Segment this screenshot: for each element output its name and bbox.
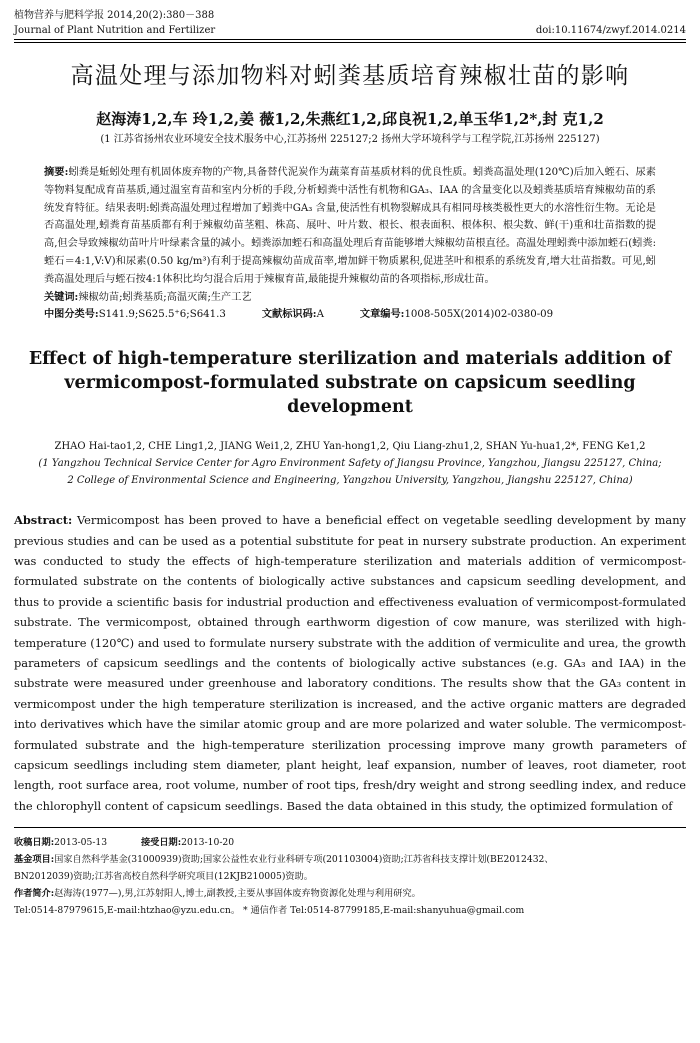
received-date: 2013-05-13	[54, 837, 108, 849]
title-zh: 高温处理与添加物料对蚓粪基质培育辣椒壮苗的影响	[70, 63, 630, 89]
footnote-rule	[14, 827, 686, 828]
author-text-1: 赵海涛(1977—),男,江苏射阳人,博士,副教授,主要从事固体废弃物资源化处理与利用研究。	[54, 888, 421, 900]
keywords-zh-text: 辣椒幼苗;蚓粪基质;高温灭菌;生产工艺	[78, 291, 252, 303]
received-label: 收稿日期:	[14, 837, 55, 849]
article-number-label: 文章编号:	[359, 308, 405, 321]
accepted-date: 2013-10-20	[181, 837, 235, 849]
keywords-zh-label: 关键词:	[44, 290, 79, 303]
abstract-en-label: Abstract:	[14, 513, 73, 528]
affiliation-zh: (1 江苏省扬州农业环境安全技术服务中心,江苏扬州 225127;2 扬州大学环境科学与工程学院,江苏扬州 225127)	[100, 134, 600, 145]
accepted-label: 接受日期:	[140, 837, 182, 849]
footnote-fund	[14, 851, 686, 868]
article-page	[14, 8, 686, 919]
running-header	[14, 8, 686, 38]
fund-label: 基金项目:	[14, 854, 55, 866]
keywords-zh	[44, 289, 656, 307]
doc-code-label: 文献标识码:	[261, 308, 317, 321]
affiliation-en-2: 2 College of Environmental Science and Engineering, Yangzhou University, Yangzhou, Jiangshu 225127, China)	[67, 475, 633, 487]
author-label: 作者简介:	[14, 888, 55, 900]
authors-zh: 赵海涛1,2,车 玲1,2,姜 薇1,2,朱燕红1,2,邱良祝1,2,单玉华1,2*,封 克1,2	[96, 110, 604, 128]
abstract-en	[14, 510, 686, 816]
fund-text-2: BN2012039)资助;江苏省高校自然科学研究项目(12KJB210005)资助。	[14, 871, 313, 883]
abstract-en-text: Vermicompost has been proved to have a beneficial effect on vegetable seedling development by many previous studies and can be used as a potential substitute for peat in nursery substrate production. An experiment was conducted to study the effects of high-temperature sterilization and materials addition of vermicompost-formulated substrate on the contents of biologically active substances and capsicum seedling development, and thus to provide a scientific basis for industrial production and effectiveness evaluation of vermicompost-formulated substrate. The vermicompost, obtained through earthworm digestion of cow manure, was sterilized with high-temperature (120℃) and used to formulate nursery substrate with the addition of vermiculite and urea, the growth parameters of capsicum seedlings and the contents of biologically active substances (e.g. GA₃ and IAA) in the substrate were measured under greenhouse and laboratory conditions. The results show that the GA₃ content in vermicompost under the high temperature sterilization is increased, and the active organic matters are degraded into derivatives which have the similar atomic group and are more polarized and water soluble. The vermicompost-formulated substrate and the high-temperature sterilization processing improve many growth parameters of capsicum seedlings including stem diameter, plant height, leaf expansion, number of leaves, root diameter, root length, root surface area, root volume, number of root tips, fresh/dry weight and strong seedling index, and reduce the chlorophyll content of capsicum seedlings. Based the data obtained in this study, the optimized formulation of	[14, 513, 686, 813]
abstract-zh-label: 摘要:	[44, 166, 69, 178]
author-contact: Tel:0514-87979615,E-mail:htzhao@yzu.edu.cn。 * 通信作者 Tel:0514-87799185,E-mail:shanyuhua@gmail.com	[14, 905, 525, 917]
fund-text-1: 国家自然科学基金(31000939)资助;国家公益性农业行业科研专项(201103004)资助;江苏省科技支撑计划(BE2012432、	[54, 854, 554, 866]
footnote-author	[14, 885, 686, 902]
footnote-dates	[14, 834, 686, 851]
clc-value: S141.9;S625.5⁺6;S641.3	[98, 309, 226, 321]
header-rule-thin	[14, 42, 686, 43]
affiliation-en-1: (1 Yangzhou Technical Service Center for Agro Environment Safety of Jiangsu Province, Yangzhou, Jiangsu 225127, China;	[38, 458, 662, 470]
authors-en: ZHAO Hai-tao1,2, CHE Ling1,2, JIANG Wei1,2, ZHU Yan-hong1,2, Qiu Liang-zhu1,2, SHAN Yu-hua1,2*, FENG Ke1,2	[54, 441, 646, 453]
classification-line	[44, 306, 656, 324]
abstract-zh	[44, 164, 656, 289]
title-en: Effect of high-temperature sterilization and materials addition of vermicompost-formulated substrate on capsicum seedling development	[28, 349, 672, 418]
journal-name-zh: 植物营养与肥料学报 2014,20(2):380－388	[14, 10, 215, 21]
clc-label: 中图分类号:	[44, 308, 99, 321]
doc-code-value: A	[316, 309, 324, 321]
article-number-value: 1008-505X(2014)02-0380-09	[404, 309, 554, 321]
journal-name-en: Journal of Plant Nutrition and Fertilizer	[14, 25, 216, 36]
doi-link[interactable]: doi:10.11674/zwyf.2014.0214	[535, 25, 686, 36]
header-rule	[14, 39, 686, 40]
abstract-zh-text: 蚓粪是蚯蚓处理有机固体废弃物的产物,具备替代泥炭作为蔬菜育苗基质材料的优良性质。蚓粪高温处理(120℃)后加入蛭石、尿素等物料复配成育苗基质,通过温室育苗和室内分析的手段,分析蚓粪中活性有机物和GA₃、IAA 的含量变化以及蚓粪基质培育辣椒幼苗的系统发育特征。结果表明:蚓粪高温处理过程增加了蚓粪中GA₃ 含量,使活性有机物裂解成具有相同母核类极性更大的水溶性衍生物。无论是否高温处理,蚓粪育苗基质都有利于辣椒幼苗茎粗、株高、展叶、叶片数、根长、根表面积、根体积、根尖数、鲜(干)重和壮苗指数的提高,但会导致辣椒幼苗叶片叶绿素含量的减小。蚓粪添加蛭石和高温处理后育苗能够增大辣椒幼苗根直径。高温处理蚓粪中添加蛭石(蚓粪:蛭石＝4:1,V:V)和尿素(0.50 kg/m³)有利于提高辣椒幼苗成苗率,增加鲜干物质累积,促进茎叶和根系的系统发育,增大壮苗指数。可见,蚓粪高温处理后与蛭石按4:1体积比均匀混合后用于辣椒育苗,最能提升辣椒幼苗的各项指标,形成壮苗。	[44, 167, 656, 285]
